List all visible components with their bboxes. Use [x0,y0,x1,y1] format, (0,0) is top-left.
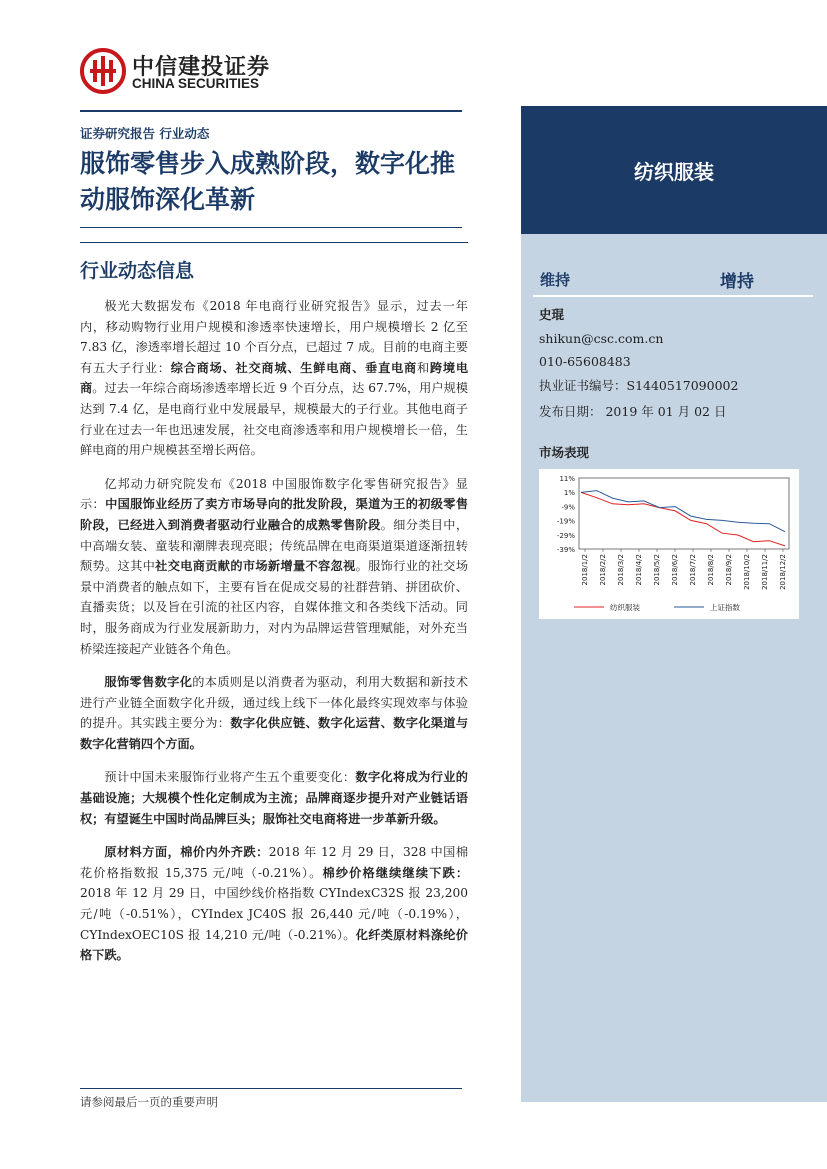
logo-text-en: CHINA SECURITIES [132,76,260,91]
footer-disclaimer: 请参阅最后一页的重要声明 [80,1095,218,1109]
market-chart [539,469,799,619]
x-tick-label: 2018/7/2 [689,554,697,586]
rating-value: 增持 [720,272,754,292]
section-heading: 行业动态信息 [80,260,195,282]
analyst-license: 执业证书编号：S1440517090002 [539,377,739,393]
y-tick-label: -9% [561,503,575,512]
x-tick-label: 2018/2/2 [599,554,607,586]
header-rule [80,110,462,112]
plot-frame [579,478,789,549]
x-tick-label: 2018/3/2 [617,554,625,586]
logo-text-cn: 中信建投证券 [132,55,271,80]
sidebar [521,106,827,1102]
analyst-info [539,303,738,397]
y-tick-label: 11% [559,475,575,483]
page-title: 服饰零售步入成熟阶段，数字化推动服饰深化革新 [80,149,456,214]
analyst-email: shikun@csc.com.cn [539,330,664,346]
x-tick-label: 2018/1/2 [581,554,589,586]
sidebar-header [521,106,827,234]
y-tick-label: -19% [556,517,575,526]
title-rule [80,227,462,228]
series-line-textile [581,492,785,546]
footer-rule [80,1088,462,1089]
y-tick-label: -29% [556,531,575,540]
company-logo [80,46,310,96]
market-chart-title: 市场表现 [539,445,590,460]
legend-label: 纺织服装 [610,603,640,612]
analyst-phone: 010-65608483 [539,354,631,369]
paragraph-3: 服饰零售数字化的本质则是以消费者为驱动，利用大数据和新技术进行产业链全面数字化升级，通过线上线下一体化最终实现效率与体验的提升。其实践主要分为：数字化供应链、数字化运营、数字化渠道与数字化营销四个方面。 [80,675,469,751]
x-tick-label: 2018/8/2 [707,554,715,586]
industry-category: 纺织服装 [634,160,714,184]
y-tick-label: -39% [556,546,575,554]
x-tick-label: 2018/4/2 [635,554,643,586]
series-line-shanghai [581,491,785,532]
x-tick-label: 2018/9/2 [725,554,733,586]
x-tick-label: 2018/11/2 [761,554,769,590]
breadcrumb: 证券研究报告 行业动态 [80,126,210,141]
paragraph-5: 原材料方面，棉价内外齐跌：2018 年 12 月 29 日，328 中国棉花价格指数报 15,375 元/吨（-0.21%）。棉纱价格继续继续下跌：2018 年 12 月 29 日，中国纱线价格指数 CYIndexC32S 报 23,200 元/吨（-0.51%），CYIndex JC40S 报 26,440 元/吨（-0.19%），CYIndexOEC10S 报 14,210 元/吨（-0.21%）。化纤类原材料涤纶价格下跌。 [80,845,469,963]
article-body [80,296,468,979]
paragraph-4: 预计中国未来服饰行业将产生五个重要变化：数字化将成为行业的基础设施；大规模个性化定制成为主流；品牌商逐步提升对产业链话语权；有望诞生中国时尚品牌巨头；服饰社交电商将进一步革新升级。 [80,770,468,826]
paragraph-2: 亿邦动力研究院发布《2018 中国服饰数字化零售研究报告》显示：中国服饰业经历了卖方市场导向的批发阶段，渠道为王的初级零售阶段，已经进入到消费者驱动行业融合的成熟零售阶段。细分类目中，中高端女装、童装和潮牌表现亮眼；传统品牌在电商渠道渠道逐渐扭转颓势。这其中社交电商贡献的市场新增量不容忽视。服饰行业的社交场景中消费者的触点如下，主要有旨在促成交易的社群营销、拼团砍价、直播卖货；以及旨在引流的社区内容，自媒体推文和各类线下活动。同时，服务商成为行业发展新助力，对内为品牌运营管理赋能，对外充当桥梁连接起产业链各个角色。 [80,476,469,656]
logo-emblem-icon [80,48,126,94]
x-tick-label: 2018/5/2 [653,554,661,586]
x-tick-label: 2018/6/2 [671,554,679,586]
legend-label: 上证指数 [710,603,740,612]
rating-label: 维持 [540,271,571,289]
paragraph-1: 极光大数据发布《2018 年电商行业研究报告》显示，过去一年内，移动购物行业用户规模和渗透率快速增长，用户规模增长 2 亿至 7.83 亿，渗透率增长超过 10 个百分点，已超过 7 成。目前的电商主要有五大子行业：综合商场、社交商城、生鲜电商、垂直电商和跨境电商。过去一年综合商场渗透率增长近 9 个百分点，达 67.7%，用户规模达到 7.4 亿，是电商行业中发展最早，规模最大的子行业。其他电商子行业在过去一年也迅速发展，社交电商渗透率和用户规模增长一倍，生鲜电商的用户规模甚至增长两倍。 [80,299,469,458]
x-tick-label: 2018/10/2 [743,554,751,590]
publish-date: 发布日期： 2019 年 01 月 02 日 [539,404,727,419]
rating-divider [533,295,813,297]
analyst-name: 史琨 [539,307,565,322]
market-chart-svg [539,469,799,619]
x-tick-label: 2018/12/2 [779,554,787,590]
title-rule-2 [80,242,468,243]
y-tick-label: 1% [563,489,575,498]
